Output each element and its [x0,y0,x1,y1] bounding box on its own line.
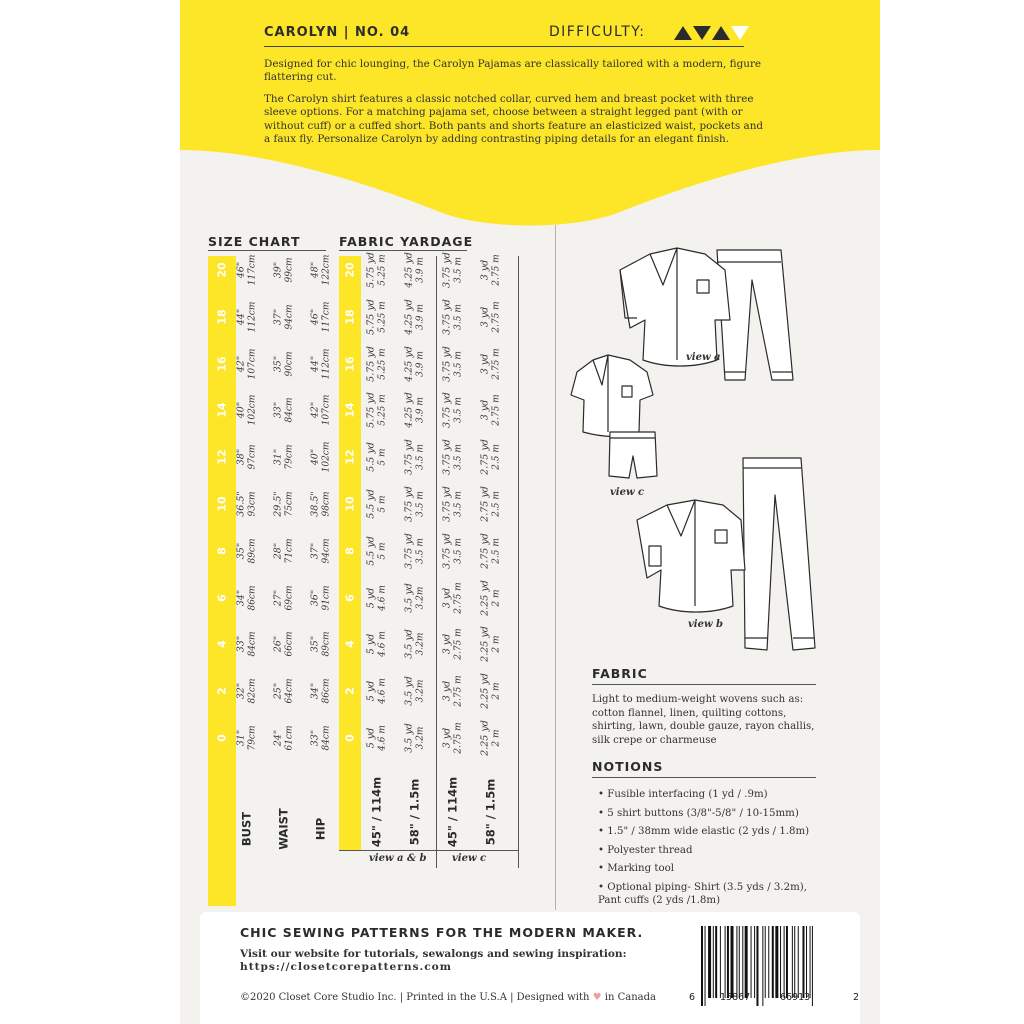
yardage-m: 4.6 m [377,725,388,751]
row-label-c-45: 45" / 114m [445,776,460,848]
measure-cm: 102cm [247,395,258,426]
yardage-yd: 4.25 yd [403,252,415,288]
notion-item: • 5 shirt buttons (3/8"-5/8" / 10-15mm) [598,807,799,819]
measure-cm: 107cm [247,348,258,379]
measure-cm: 66cm [284,631,295,657]
garment-illustrations [565,240,875,660]
measure-inches: 33" [272,402,284,419]
yardage-m: 3.5 m [453,303,464,330]
difficulty-label: DIFFICULTY: [549,24,646,40]
yardage-m: 2.75 m [491,254,502,286]
measure-cm: 64cm [284,678,295,704]
yardage-size-label: 2 [343,687,357,696]
yardage-group-rule [436,256,437,868]
notion-item: • 1.5" / 38mm wide elastic (2 yds / 1.8m) [598,826,810,837]
view-c-shirt [571,355,653,437]
yardage-yd: 3 yd [479,353,491,374]
measure-inches: 25" [272,682,284,700]
measure-inches: 34" [235,589,247,606]
yardage-yd: 3 yd [441,727,453,749]
yardage-yd: 3.75 yd [441,252,453,288]
fabric-title: FABRIC [592,666,648,681]
measure-inches: 38" [235,448,247,466]
yardage-yd: 3.75 yd [441,486,453,522]
yardage-yd: 5.75 yd [365,298,377,335]
yardage-m: 3.5 m [453,350,464,377]
size-label: 10 [215,496,229,512]
yardage-size-label: 0 [343,734,357,742]
yardage-m: 3.2m [415,586,426,610]
measure-inches: 33" [309,729,321,747]
yardage-yd: 2.75 yd [479,439,491,475]
yardage-m: 4.6 m [377,631,388,658]
measure-inches: 42" [235,355,247,372]
header-bar [264,25,744,42]
yardage-m: 2.75 m [491,301,502,333]
yardage-yd: 4.25 yd [403,298,415,335]
measure-cm: 86cm [247,585,258,611]
yardage-m: 2.75 m [453,675,464,707]
yardage-yd: 5.75 yd [365,392,377,429]
yardage-size-label: 12 [343,449,357,465]
row-label-c-58: 58" / 1.5m [483,778,498,846]
yardage-yd: 3.75 yd [403,486,415,522]
yardage-m: 5 m [377,448,388,466]
intro-paragraph-1: Designed for chic lounging, the Carolyn Pajamas are classically tailored with a modern, figure flattering cut. [264,58,762,84]
yardage-m: 3.2m [415,632,426,656]
yardage-yd: 3.75 yd [441,532,453,569]
barcode-digit-3: 66913 [780,992,811,1003]
measure-inches: 32" [235,682,247,700]
yardage-m: 2.5 m [491,491,502,517]
yardage-m: 2.75 m [453,581,464,614]
yardage-m: 2 m [491,635,502,653]
yardage-m: 5 m [377,495,388,513]
heart-icon: ♥ [592,992,602,1003]
notion-item: • Fusible interfacing (1 yd / .9m) [598,789,768,800]
measure-cm: 98cm [321,491,332,517]
yardage-yd: 5 yd [365,727,377,749]
size-chart-rule [208,250,326,251]
yardage-m: 3.9 m [415,397,426,424]
notions-title: NOTIONS [592,759,664,774]
measure-inches: 31" [272,448,284,466]
yardage-right-rule [518,256,519,868]
yardage-m: 3.5 m [453,257,464,283]
measure-inches: 46" [309,308,321,326]
measure-inches: 40" [309,448,321,466]
yardage-size-label: 6 [343,593,357,602]
size-chart-title: SIZE CHART [208,234,301,249]
measure-cm: 122cm [321,254,332,286]
yardage-m: 4.6 m [377,678,388,705]
yardage-m: 3.5 m [453,444,464,471]
pattern-back-sheet [180,0,880,1024]
measure-inches: 35" [272,355,284,372]
barcode-digit-2: 15867 [720,992,751,1003]
yardage-yd: 5.75 yd [365,345,377,382]
yardage-m: 3.5 m [453,397,464,424]
size-label: 20 [215,262,229,278]
notion-item: • Optional piping- Shirt (3.5 yds / 3.2m), Pant cuffs (2 yds /1.8m) [598,881,807,906]
size-chart-size-bar [208,256,236,906]
measure-inches: 48" [309,261,321,279]
yardage-yd: 2.25 yd [479,626,491,663]
yardage-m: 2.75 m [453,722,464,754]
footer-tagline: CHIC SEWING PATTERNS FOR THE MODERN MAKER. [240,925,644,940]
yardage-m: 2.5 m [491,444,502,471]
yardage-m: 5 m [377,542,388,560]
footer-card [200,912,860,1024]
yardage-yd: 5 yd [365,634,377,655]
measure-cm: 84cm [284,397,295,423]
yardage-m: 3.2m [415,726,426,750]
yardage-yd: 5.75 yd [365,252,377,288]
measure-inches: 37" [272,308,284,326]
notion-item: • Polyester thread [598,844,693,856]
footer-visit-text: Visit our website for tutorials, sewalongs and sewing inspiration: [240,948,627,960]
size-label: 12 [215,449,229,465]
size-label: 18 [215,309,229,325]
yardage-m: 5.25 m [377,347,388,380]
yardage-yd: 5.5 yd [365,536,377,566]
measure-inches: 31" [235,729,247,747]
yardage-m: 3.5 m [453,537,464,564]
yardage-yd: 3.5 yd [403,629,415,660]
yardage-yd: 3.75 yd [441,392,453,429]
yardage-m: 3.9 m [415,303,426,330]
yardage-m: 2.5 m [491,537,502,564]
measure-cm: 84cm [321,725,332,751]
measure-inches: 29.5" [272,491,284,517]
measure-cm: 89cm [321,631,332,657]
notions-rule [592,777,816,778]
yardage-m: 2 m [491,729,502,747]
measure-inches: 38.5" [309,491,321,517]
column-divider [555,225,556,910]
yardage-yd: 3 yd [441,680,453,702]
measure-cm: 75cm [284,491,295,517]
measure-cm: 94cm [321,538,332,564]
yardage-m: 3.5 m [415,444,426,471]
measure-cm: 86cm [321,678,332,704]
yardage-yd: 3 yd [479,306,491,328]
yardage-yd: 3 yd [479,259,491,281]
measure-cm: 112cm [321,348,332,379]
yardage-yd: 2.75 yd [479,532,491,569]
yardage-size-label: 4 [343,640,357,649]
notion-item: • Marking tool [598,863,674,874]
copyright-text-end: in Canada [604,992,657,1003]
yardage-yd: 2.75 yd [479,486,491,522]
yardage-m: 3.9 m [415,257,426,283]
yardage-yd: 2.25 yd [479,579,491,616]
measure-inches: 44" [235,308,247,326]
measure-cm: 91cm [321,585,332,611]
measure-inches: 36" [309,589,321,606]
row-label-a-45: 45" / 114m [369,776,384,848]
measure-cm: 79cm [247,725,258,751]
fabric-yardage-title: FABRIC YARDAGE [339,234,474,249]
yardage-m: 2 m [491,589,502,607]
size-label: 14 [215,402,229,419]
view-b-pants [743,458,815,650]
view-c-label: view c [452,853,487,864]
yardage-m: 5.25 m [377,254,388,286]
size-label: 4 [215,640,229,649]
barcode-digit-4: 2 [853,992,860,1003]
yardage-yd: 3.75 yd [441,345,453,382]
measure-cm: 93cm [247,491,258,517]
measure-cm: 90cm [284,351,295,377]
fabric-rule [592,684,816,685]
row-label-waist: WAIST [276,808,291,850]
measure-inches: 27" [272,589,284,606]
view-ab-label: view a & b [369,853,427,864]
yardage-yd: 3.75 yd [441,298,453,335]
barcode-digit-1: 6 [689,992,696,1003]
measure-cm: 79cm [284,444,295,470]
measure-cm: 69cm [284,585,295,611]
measure-inches: 33" [235,636,247,653]
fabric-text: Light to medium-weight wovens such as: cotton flannel, linen, quilting cottons, shirting, lawn, double gauze, rayon challis, silk crepe or charmeuse [592,694,815,746]
measure-cm: 107cm [321,395,332,426]
size-label: 2 [215,687,229,696]
yardage-bottom-rule [339,850,519,851]
difficulty-triangles-icon [674,25,750,41]
yardage-m: 2.75 m [453,628,464,661]
row-label-bust: BUST [239,811,254,847]
row-label-a-58: 58" / 1.5m [407,778,422,846]
yardage-m: 4.6 m [377,584,388,611]
yardage-yd: 3.75 yd [403,439,415,475]
yardage-yd: 5.5 yd [365,489,377,519]
yardage-yd: 5 yd [365,680,377,702]
measure-inches: 46" [235,261,247,279]
yardage-size-label: 20 [343,262,357,278]
pattern-title: CAROLYN | NO. 04 [264,25,411,40]
measure-cm: 89cm [247,538,258,564]
copyright-text: ©2020 Closet Core Studio Inc. | Printed in the U.S.A | Designed with [240,992,590,1003]
yardage-yd: 3.75 yd [441,439,453,475]
yardage-yd: 5.5 yd [365,442,377,472]
measure-cm: 117cm [247,254,258,286]
intro-paragraph-2: The Carolyn shirt features a classic notched collar, curved hem and breast pocket with three sleeve options. For a matching pajama set, choose between a straight legged pant (with or without cuff) or a cuffed short. Both pants and shorts feature an elasticized waist, pockets and a faux fly. Personalize Carolyn by adding contrasting piping details for an elegant finish. [264,92,764,146]
yardage-size-label: 10 [343,496,357,512]
measure-inches: 44" [309,355,321,372]
measure-cm: 112cm [247,301,258,333]
yardage-yd: 2.25 yd [479,720,491,756]
yardage-m: 2.75 m [491,394,502,427]
measure-cm: 82cm [247,678,258,704]
measure-cm: 117cm [321,301,332,333]
notions-list [598,788,830,913]
yardage-size-label: 14 [343,402,357,419]
intro-text [264,58,764,154]
row-label-hip: HIP [313,817,328,841]
measure-inches: 28" [272,542,284,560]
yardage-yd: 2.25 yd [479,673,491,709]
measure-inches: 42" [309,402,321,419]
size-label: 0 [215,734,229,742]
measure-cm: 94cm [284,304,295,330]
yardage-m: 2 m [491,682,502,700]
measure-cm: 84cm [247,631,258,657]
measure-inches: 35" [235,542,247,560]
view-a-caption: view a [686,352,721,363]
measure-inches: 34" [309,682,321,700]
size-label: 6 [215,593,229,602]
yardage-m: 5.25 m [377,394,388,427]
yardage-yd: 4.25 yd [403,345,415,382]
yardage-m: 3.2m [415,679,426,703]
view-a-shirt [620,248,730,366]
yardage-m: 5.25 m [377,301,388,333]
view-b-caption: view b [688,619,724,630]
measure-inches: 24" [272,729,284,747]
yardage-yd: 3 yd [479,400,491,421]
footer-url-link[interactable]: https://closetcorepatterns.com [240,961,452,973]
yardage-m: 3.5 m [415,537,426,564]
measure-inches: 37" [309,542,321,560]
header-rule [264,46,744,47]
yardage-size-label: 16 [343,355,357,372]
measure-inches: 35" [309,636,321,653]
measure-cm: 102cm [321,441,332,473]
measure-inches: 40" [235,402,247,419]
yardage-m: 2.75 m [491,347,502,380]
yardage-yd: 3.5 yd [403,676,415,706]
yardage-yd: 3 yd [441,587,453,608]
measure-cm: 97cm [247,444,258,470]
footer-copyright [240,992,656,1003]
measure-inches: 26" [272,636,284,653]
yardage-yd: 3 yd [441,634,453,655]
yardage-m: 3.5 m [415,491,426,517]
view-c-shorts [609,432,657,478]
yardage-size-label: 8 [343,546,357,555]
yardage-yd: 3.5 yd [403,582,415,613]
measure-inches: 39" [272,261,284,279]
yardage-yd: 3.5 yd [403,723,415,753]
measure-cm: 71cm [284,538,295,564]
yardage-m: 3.5 m [453,491,464,517]
size-label: 16 [215,355,229,372]
measure-cm: 99cm [284,257,295,283]
measure-inches: 36.5" [235,491,247,517]
view-c-caption: view c [610,487,645,498]
size-label: 8 [215,546,229,555]
yardage-size-label: 18 [343,309,357,325]
measure-cm: 61cm [284,725,295,751]
yardage-yd: 3.75 yd [403,532,415,569]
yardage-m: 3.9 m [415,350,426,377]
yardage-yd: 5 yd [365,587,377,608]
yardage-yd: 4.25 yd [403,392,415,429]
